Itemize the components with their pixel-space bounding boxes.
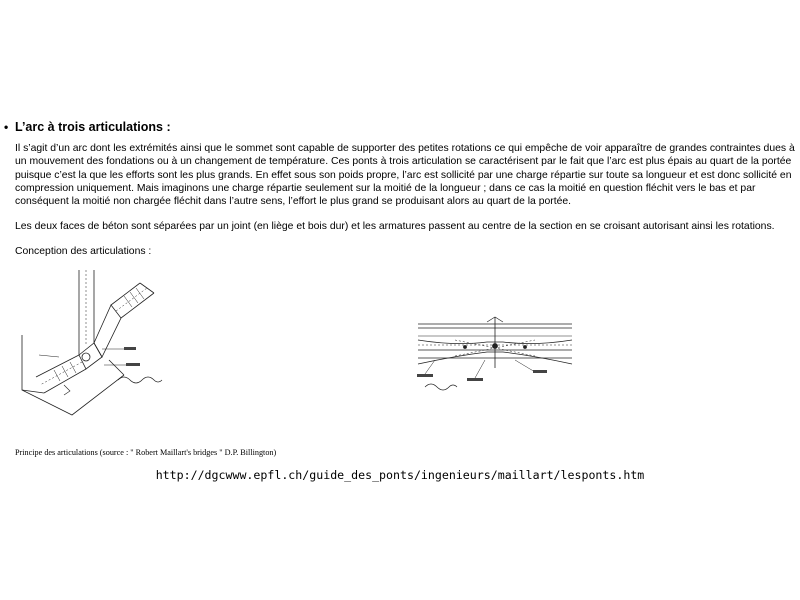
source-url: http://dgcwww.epfl.ch/guide_des_ponts/ingenieurs/maillart/lesponts.htm — [155, 468, 645, 482]
figure-caption: Principe des articulations (source : " Robert Maillart's bridges " D.P. Billington) — [15, 448, 277, 457]
section-title: L’arc à trois articulations : — [15, 120, 171, 134]
section-heading — [4, 120, 171, 134]
hinge-drawing-abutment — [14, 265, 189, 430]
hinge-drawing-crown — [415, 312, 575, 397]
paragraph-joint-description: Les deux faces de béton sont séparées par un joint (en liège et bois dur) et les armatures passent au centre de la section en se croisant autorisant ainsi les rotations. — [15, 221, 775, 232]
paragraph-arch-description: Il s’agit d’un arc dont les extrémités ainsi que le sommet sont capable de supporter des petites rotations ce qui empêche de voir apparaître de grandes contraintes dues à un mouvement des fondations ou à un changement de température. Ces ponts à trois articulation se caractérisent par le fait que l’arc est plus épais au quart de la portée puisque c’est la que les efforts sont les plus grands. En effet sous son poids propre, l’arc est sollicité par une charge répartie sur toute sa longueur et est donc sollicité en compression uniquement. Mais imaginons une charge répartie seulement sur la moitié de la longueur ; dans ce cas la moitié en question fléchit vers le bas et par conséquent la moitié non chargée fléchit dans l’autre sens, l’effort le plus grand se produisant alors au quart de la portée. — [15, 143, 795, 208]
bullet: • — [4, 120, 9, 134]
paragraph-articulation-design: Conception des articulations : — [15, 246, 152, 257]
